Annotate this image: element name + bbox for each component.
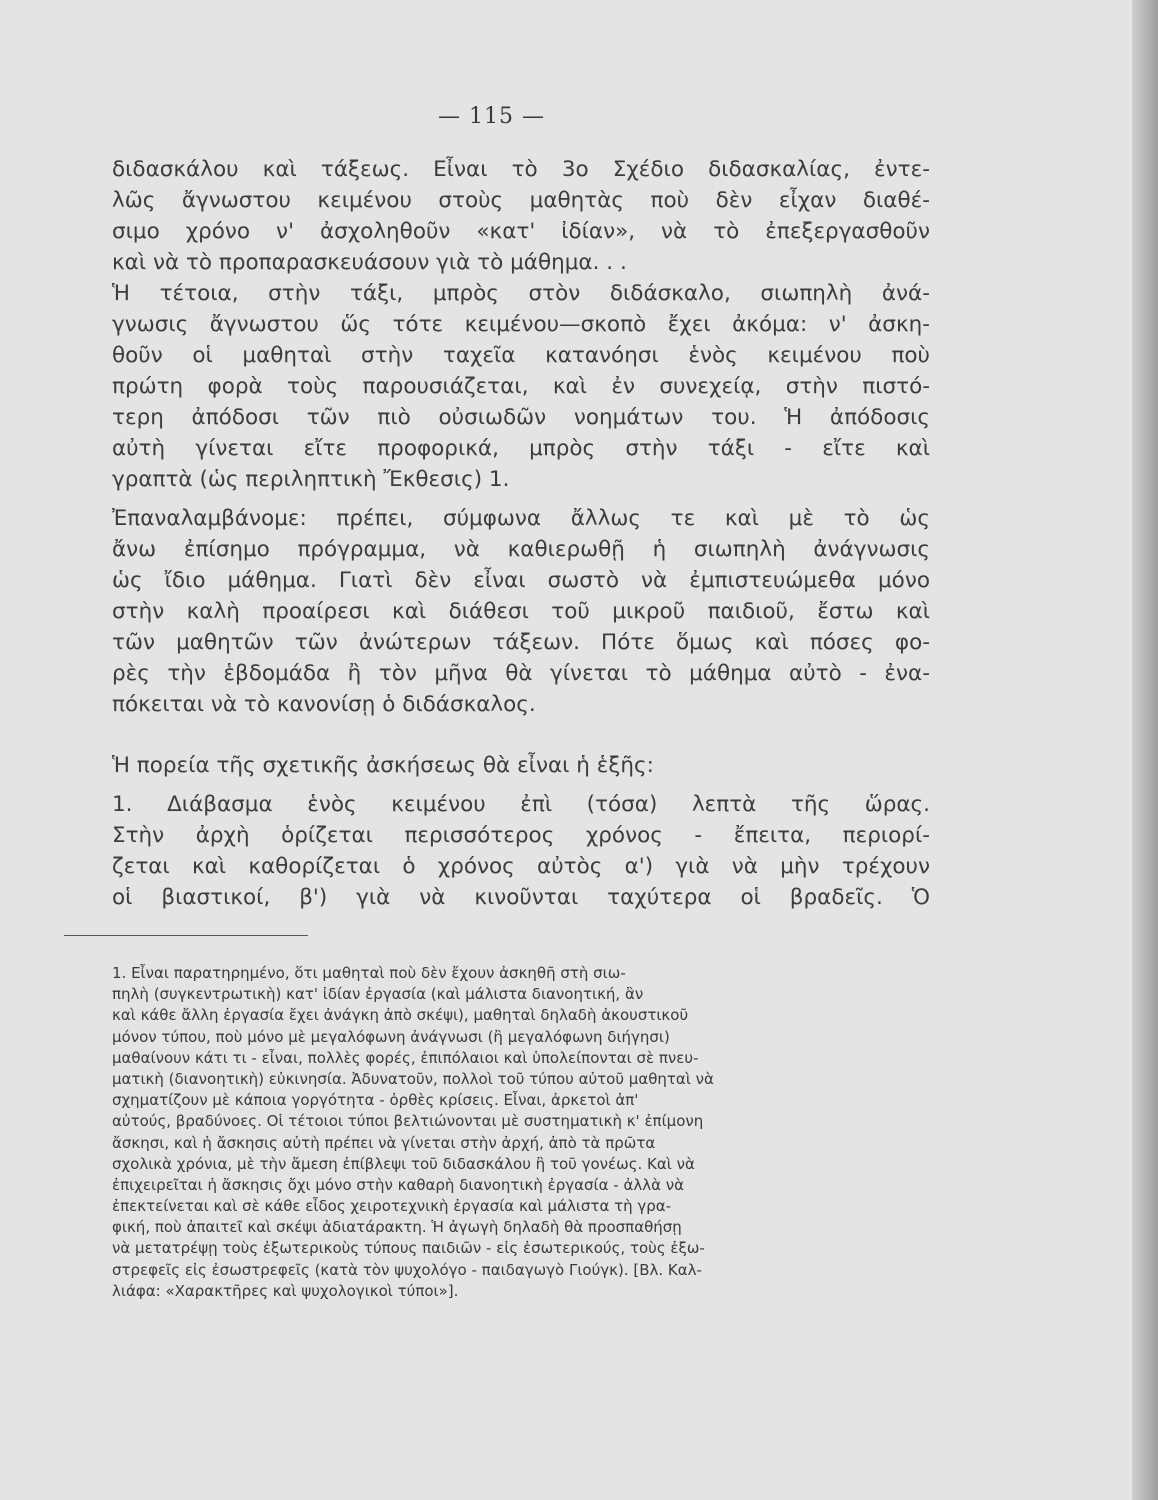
footnote-line: αὐτούς, βραδύνοες. Οἱ τέτοιοι τύποι βελτιώνονται μὲ συστηματικὴ κ' ἐπίμονη xyxy=(112,1112,704,1131)
text-line: στὴν καλὴ προαίρεσι καὶ διάθεσι τοῦ μικροῦ παιδιοῦ, ἔστω καὶ xyxy=(112,599,930,624)
footnote xyxy=(112,963,932,1302)
text-line: ρὲς τὴν ἑβδομάδα ἢ τὸν μῆνα θὰ γίνεται τὸ μάθημα αὐτὸ - ἐνα- xyxy=(112,661,930,686)
text-line: Ἡ τέτοια, στὴν τάξι, μπρὸς στὸν διδάσκαλο, σιωπηλὴ ἀνά- xyxy=(112,281,930,306)
footnote-line: μαθαίνουν κάτι τι - εἶναι, πολλὲς φορές, ἐπιπόλαιοι καὶ ὑπολείπονται σὲ πνευ- xyxy=(112,1048,699,1067)
footnote-line: νὰ μετατρέψῃ τοὺς ἐξωτερικοὺς τύπους παιδιῶν - εἰς ἐσωτερικούς, τοὺς ἐξω- xyxy=(112,1239,705,1258)
text-line: ὡς ἴδιο μάθημα. Γιατὶ δὲν εἶναι σωστὸ νὰ ἐμπιστευώμεθα μόνο xyxy=(112,568,930,593)
paragraph-1 xyxy=(112,154,930,278)
text-line: τῶν μαθητῶν τῶν ἀνώτερων τάξεων. Πότε ὅμως καὶ πόσες φο- xyxy=(112,630,930,655)
footnote-line: σχολικὰ χρόνια, μὲ τὴν ἄμεση ἐπίβλεψι τοῦ διδασκάλου ἢ τοῦ γονέως. Καὶ νὰ xyxy=(112,1154,695,1173)
footnote-line: ματικὴ (διανοητικὴ) εὐκινησία. Ἀδυνατοῦν, πολλοὶ τοῦ τύπου αὐτοῦ μαθηταὶ νὰ xyxy=(112,1069,714,1088)
paragraph-3 xyxy=(112,503,930,720)
text-line: σιμο χρόνο ν' ἀσχοληθοῦν «κατ' ἰδίαν», νὰ τὸ ἐπεξεργασθοῦν xyxy=(112,219,930,244)
text-line: πόκειται νὰ τὸ κανονίσῃ ὁ διδάσκαλος. xyxy=(112,692,536,717)
text-line: Ἐπαναλαμβάνομε: πρέπει, σύμφωνα ἄλλως τε καὶ μὲ τὸ ὡς xyxy=(112,506,930,531)
footnote-line: μόνον τύπου, ποὺ μόνο μὲ μεγαλόφωνη ἀνάγνωσι (ἢ μεγαλόφωνη διήγησι) xyxy=(112,1027,670,1046)
text-line: διδασκάλου καὶ τάξεως. Εἶναι τὸ 3ο Σχέδιο διδασκαλίας, ἐντε- xyxy=(112,157,930,182)
paragraph-4 xyxy=(112,750,930,781)
text-line: ἄνω ἐπίσημο πρόγραμμα, νὰ καθιερωθῇ ἡ σιωπηλὴ ἀνάγνωσις xyxy=(112,537,930,562)
footnote-line: ἐπεκτείνεται καὶ σὲ κάθε εἶδος χειροτεχνικὴ ἐργασία καὶ μάλιστα τὴ γρα- xyxy=(112,1197,672,1216)
footnote-line: 1. Εἶναι παρατηρημένο, ὅτι μαθηταὶ ποὺ δὲν ἔχουν ἀσκηθῆ στὴ σιω- xyxy=(112,964,626,982)
text-line: Ἡ πορεία τῆς σχετικῆς ἀσκήσεως θὰ εἶναι ἡ ἑξῆς: xyxy=(112,753,654,778)
text-line: λῶς ἄγνωστου κειμένου στοὺς μαθητὰς ποὺ δὲν εἶχαν διαθέ- xyxy=(112,188,930,213)
footnote-line: καὶ κάθε ἄλλη ἐργασία ἔχει ἀνάγκη ἀπὸ σκέψι), μαθηταὶ δηλαδὴ ἀκουστικοῦ xyxy=(112,1006,689,1025)
text-line: καὶ νὰ τὸ προπαρασκευάσουν γιὰ τὸ μάθημα. . . xyxy=(112,250,627,275)
page-number: — 115 — xyxy=(438,104,545,129)
page-edge-shadow xyxy=(1132,0,1158,1500)
footnote-line: πηλὴ (συγκεντρωτικὴ) κατ' ἰδίαν ἐργασία (καὶ μάλιστα διανοητική, ἂν xyxy=(112,985,644,1004)
footnote-line: ἄσκησι, καὶ ἡ ἄσκησις αὐτὴ πρέπει νὰ γίνεται στὴν ἀρχή, ἀπὸ τὰ πρῶτα xyxy=(112,1133,656,1152)
text-line: πρώτη φορὰ τοὺς παρουσιάζεται, καὶ ἐν συνεχείᾳ, στὴν πιστό- xyxy=(112,374,930,399)
paragraph-5 xyxy=(112,789,930,913)
text-line: γνωσις ἄγνωστου ὥς τότε κειμένου—σκοπὸ ἔχει ἀκόμα: ν' ἀσκη- xyxy=(112,312,930,337)
text-line: θοῦν οἱ μαθηταὶ στὴν ταχεῖα κατανόησι ἑνὸς κειμένου ποὺ xyxy=(112,343,930,368)
footnote-line: ἐπιχειρεῖται ἡ ἄσκησις ὄχι μόνο στὴν καθαρὴ διανοητικὴ ἐργασία - ἀλλὰ νὰ xyxy=(112,1175,685,1194)
text-line: γραπτὰ (ὡς περιληπτικὴ Ἔκθεσις) 1. xyxy=(112,467,510,492)
text-line: 1. Διάβασμα ἑνὸς κειμένου ἐπὶ (τόσα) λεπτὰ τῆς ὥρας. xyxy=(112,792,930,817)
text-line: οἱ βιαστικοί, β') γιὰ νὰ κινοῦνται ταχύτερα οἱ βραδεῖς. Ὁ xyxy=(112,885,930,910)
text-line: αὐτὴ γίνεται εἴτε προφορικά, μπρὸς στὴν τάξι - εἴτε καὶ xyxy=(112,436,930,461)
text-line: Στὴν ἀρχὴ ὁρίζεται περισσότερος χρόνος - ἔπειτα, περιορί- xyxy=(112,823,930,848)
paragraph-2 xyxy=(112,278,930,495)
footnote-line: σχηματίζουν μὲ κάποια γοργότητα - ὀρθὲς κρίσεις. Εἶναι, ἀρκετοὶ ἀπ' xyxy=(112,1091,639,1110)
footnote-line: λιάφα: «Χαρακτῆρες καὶ ψυχολογικοὶ τύποι»]. xyxy=(112,1281,459,1300)
footnote-line: φική, ποὺ ἀπαιτεῖ καὶ σκέψι ἀδιατάρακτη. Ἡ ἀγωγὴ δηλαδὴ θὰ προσπαθήσῃ xyxy=(112,1218,682,1237)
footnote-rule xyxy=(64,935,308,936)
footnote-line: στρεφεῖς εἰς ἐσωστρεφεῖς (κατὰ τὸν ψυχολόγο - παιδαγωγὸ Γιούγκ). [Βλ. Καλ- xyxy=(112,1260,702,1279)
text-line: ζεται καὶ καθορίζεται ὁ χρόνος αὐτὸς α') γιὰ νὰ μὴν τρέχουν xyxy=(112,854,930,879)
text-line: τερη ἀπόδοσι τῶν πιὸ οὐσιωδῶν νοημάτων του. Ἡ ἀπόδοσις xyxy=(112,405,930,430)
